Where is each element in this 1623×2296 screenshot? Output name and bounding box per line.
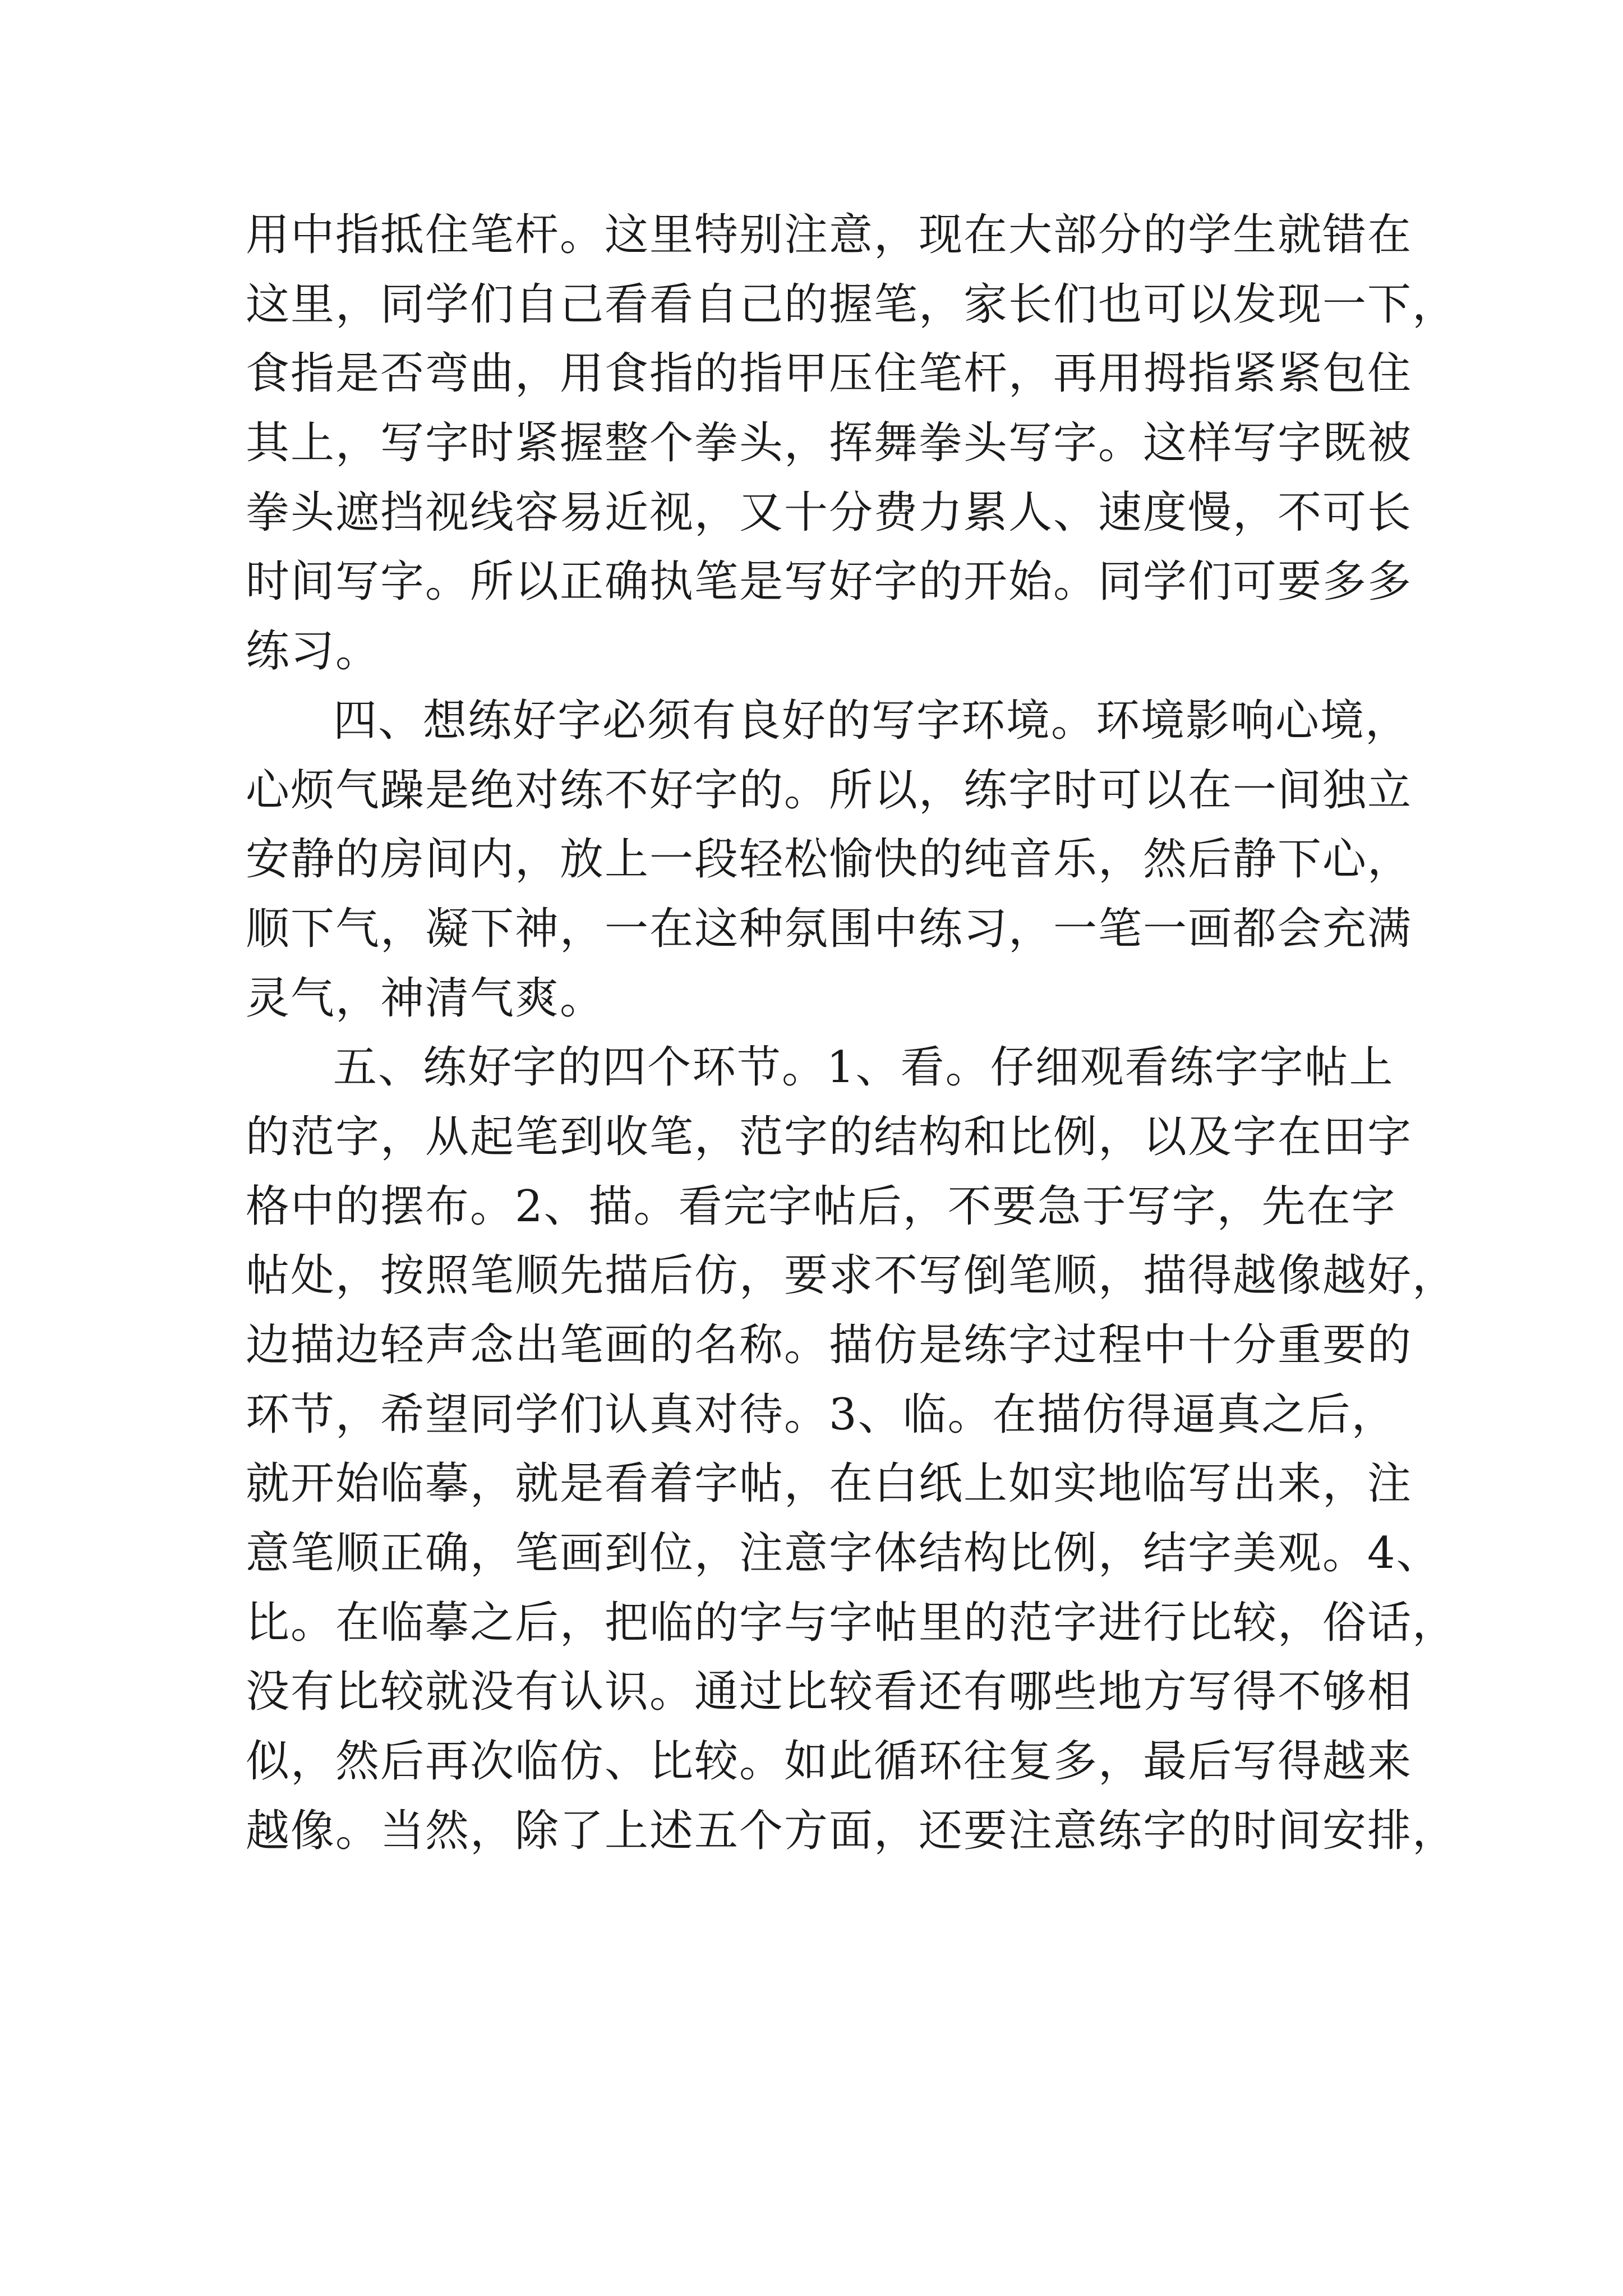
text-line: 环节，希望同学们认真对待。3、临。在描仿得逼真之后， [246, 1389, 1396, 1440]
paragraph-start-line: 五、练好字的四个环节。1、看。仔细观看练字字帖上 [333, 1042, 1394, 1093]
text-line: 心烦气躁是绝对练不好字的。所以，练字时可以在一间独立 [246, 765, 1413, 816]
text-line: 比。在临摹之后，把临的字与字帖里的范字进行比较，俗话， [246, 1597, 1458, 1648]
text-line: 格中的摆布。2、描。看完字帖后，不要急于写字，先在字 [246, 1181, 1396, 1232]
text-line: 拳头遮挡视线容易近视，又十分费力累人、速度慢，不可长 [246, 487, 1413, 538]
text-line: 似，然后再次临仿、比较。如此循环往复多，最后写得越来 [246, 1736, 1413, 1787]
text-line: 帖处，按照笔顺先描后仿，要求不写倒笔顺，描得越像越好， [246, 1250, 1458, 1301]
document-body [246, 201, 1458, 1866]
text-line: 就开始临摹，就是看着字帖，在白纸上如实地临写出来，注 [246, 1458, 1413, 1510]
text-line: 练习。 [246, 626, 381, 677]
text-line: 这里，同学们自己看看自己的握笔，家长们也可以发现一下， [246, 279, 1458, 330]
text-line: 其上，写字时紧握整个拳头，挥舞拳头写字。这样写字既被 [246, 418, 1413, 469]
text-line: 越像。当然，除了上述五个方面，还要注意练字的时间安排， [246, 1805, 1458, 1856]
text-line: 没有比较就没有认识。通过比较看还有哪些地方写得不够相 [246, 1667, 1413, 1718]
paragraph-start-line: 四、想练好字必须有良好的写字环境。环境影响心境， [333, 695, 1410, 746]
text-line: 用中指抵住笔杆。这里特别注意，现在大部分的学生就错在 [246, 210, 1413, 260]
text-line: 的范字，从起笔到收笔，范字的结构和比例，以及字在田字 [246, 1111, 1413, 1162]
text-line: 时间写字。所以正确执笔是写好字的开始。同学们可要多多 [246, 556, 1413, 608]
text-line: 边描边轻声念出笔画的名称。描仿是练字过程中十分重要的 [246, 1320, 1413, 1370]
text-line: 意笔顺正确，笔画到位，注意字体结构比例，结字美观。4、 [246, 1528, 1441, 1579]
text-line: 安静的房间内，放上一段轻松愉快的纯音乐，然后静下心， [246, 834, 1413, 885]
text-line: 灵气，神清气爽。 [246, 973, 605, 1024]
text-line: 食指是否弯曲，用食指的指甲压住笔杆，再用拇指紧紧包住 [246, 348, 1413, 399]
text-line: 顺下气，凝下神，一在这种氛围中练习，一笔一画都会充满 [246, 903, 1413, 954]
